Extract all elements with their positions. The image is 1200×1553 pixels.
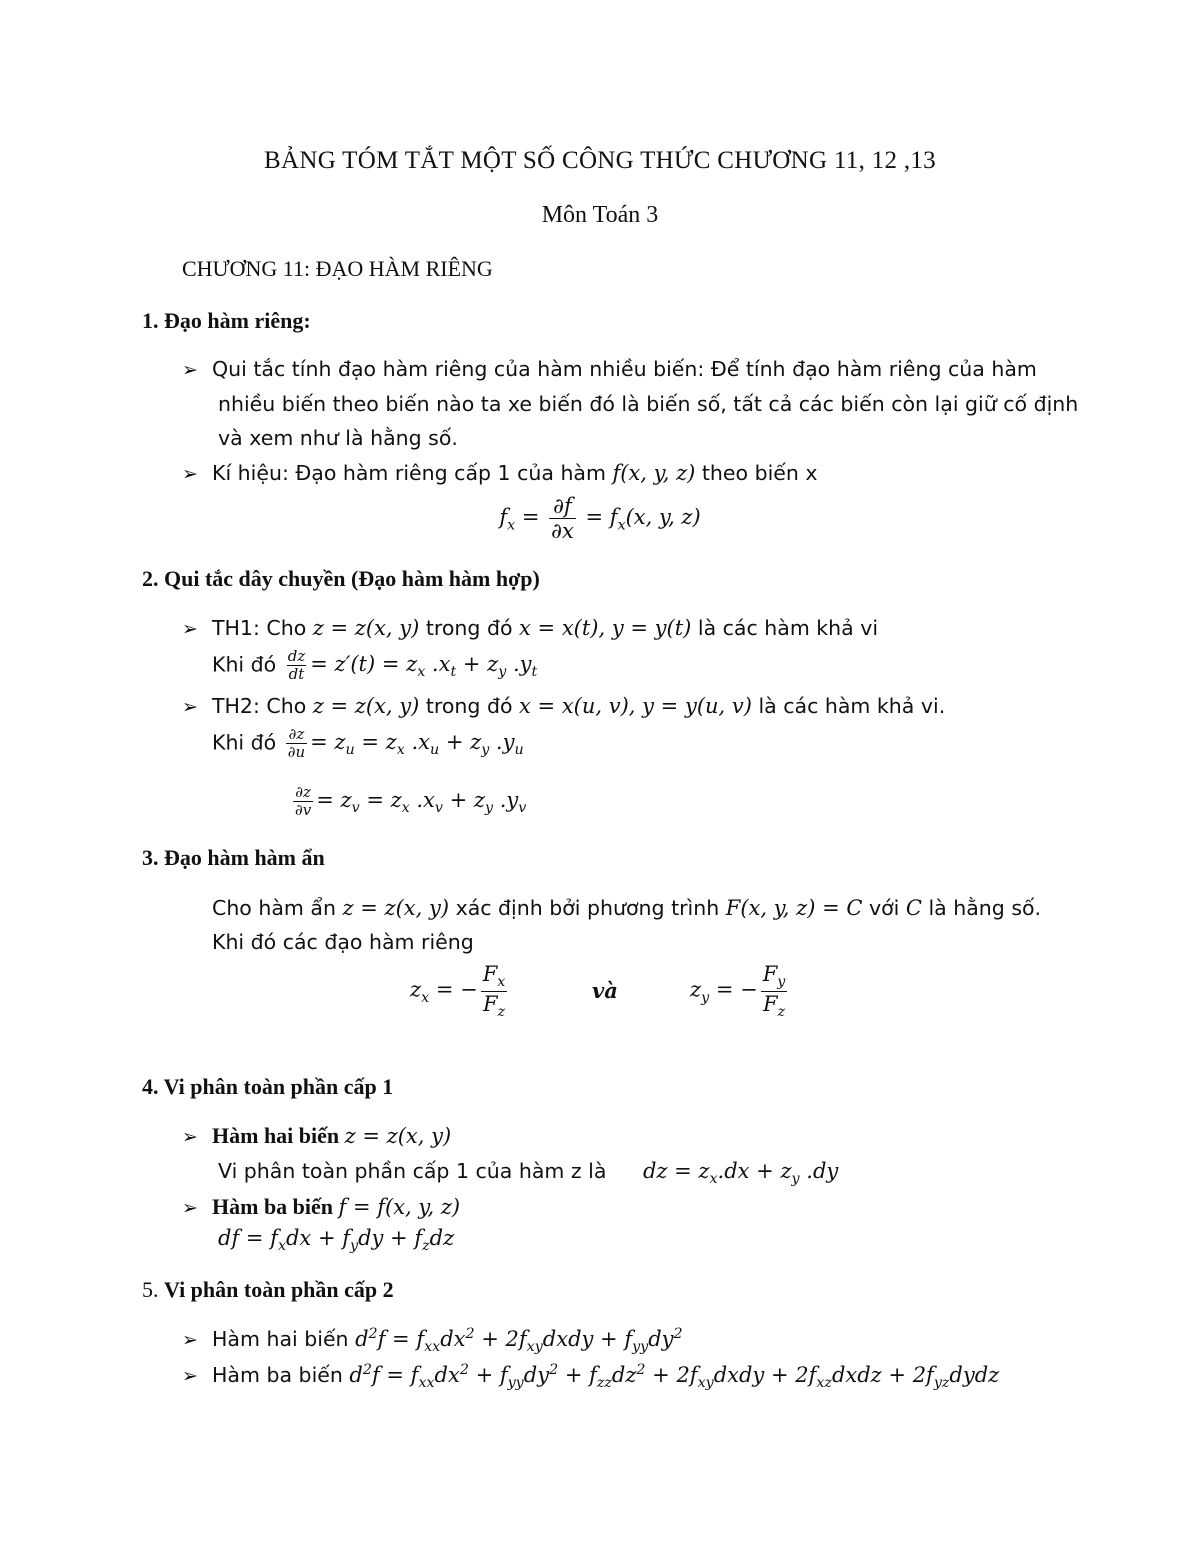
and-word: và — [592, 978, 618, 1003]
section-1-line-2: nhiều biến theo biến nào ta xe biến đó là biến số, tất cả các biến còn lại giữ cố định — [218, 392, 1079, 416]
th2-formula-v: $\frac{\partial z}{\partial v}$ = $z_v = z_x$ $.x_v + z_y$ $.y_v$ — [295, 783, 527, 820]
arrow-bullet-icon: ➢ — [182, 463, 198, 485]
page-subtitle: Môn Toán 3 — [541, 202, 659, 228]
section-1-line-1: ➢ Qui tắc tính đạo hàm riêng của hàm nhiều biến: Để tính đạo hàm riêng của hàm — [182, 357, 1037, 381]
implicit-line-1: Cho hàm ẩn z = z(x, y) xác định bởi phương trình F(x, y, z) = C với C là hằng số. — [212, 896, 1042, 920]
second-diff-two-var-formula: $d^2f = f_{xx}dx^2$ + $2f_{xy}dxdy + f_{yy}dy^2$ — [355, 1326, 683, 1356]
th2-line: ➢ TH2: Cho z = z(x, y) trong đó x = x(u, v), y = y(u, v) là các hàm khả vi. — [182, 694, 946, 718]
section-4-heading: 4. Vi phân toàn phần cấp 1 — [142, 1074, 394, 1099]
arrow-bullet-icon: ➢ — [182, 359, 198, 381]
zy-formula: $z_y$ = − $\frac{F_y}{F_z}$ — [690, 962, 786, 1020]
section-1-heading — [142, 308, 311, 334]
section-3-heading: 3. Đạo hàm hàm ẩn — [142, 845, 325, 870]
th1-line: ➢ TH1: Cho z = z(x, y) trong đó x = x(t), y = y(t) là các hàm khả vi — [182, 616, 879, 640]
arrow-bullet-icon: ➢ — [182, 1126, 198, 1148]
section-1-line-3: và xem như là hằng số. — [218, 426, 458, 450]
th1-formula: Khi đó $\frac{dz}{dt}$ = $z'(t) = z_x$ $.x_t + z_y$ $.y_t$ — [212, 647, 538, 684]
total-diff-three-var: ➢ Hàm ba biến f = f(x, y, z) — [182, 1194, 461, 1219]
partial-derivative-formula: $f_x$ = $\frac{\partial f}{\partial x}$ = $f_x(x$, y, z) — [499, 494, 701, 544]
page-title: BẢNG TÓM TẮT MỘT SỐ CÔNG THỨC CHƯƠNG 11, 12 ,13 — [264, 147, 936, 174]
total-diff-two-var-line: Vi phân toàn phần cấp 1 của hàm z là dz = $z_x.dx + z_y$ .dy — [218, 1159, 839, 1188]
arrow-bullet-icon: ➢ — [182, 618, 198, 640]
arrow-bullet-icon: ➢ — [182, 1329, 198, 1351]
arrow-bullet-icon: ➢ — [182, 696, 198, 718]
second-diff-three-var-formula: $d^2f = f_{xx}dx^2 + f_{yy}dy^2 + f_{zz}dz^2$ + $2f_{xy}dxdy$ + $2f_{xz}dxdz$ + $2f_{yz}dydz$ — [349, 1362, 1000, 1392]
th2-formula-u: Khi đó $\frac{\partial z}{\partial u}$ = $z_u = z_x$ $.x_u + z_y$ $.y_u$ — [212, 725, 524, 762]
chapter-heading: CHƯƠNG 11: ĐẠO HÀM RIÊNG — [182, 256, 493, 281]
section-5-heading: 5. Vi phân toàn phần cấp 2 — [142, 1277, 394, 1302]
zx-formula: $z_x$ = − $\frac{F_x}{F_z}$ — [410, 962, 506, 1020]
total-diff-two-var: ➢ Hàm hai biến z = z(x, y) — [182, 1123, 452, 1148]
section-1-line-4: ➢ Kí hiệu: Đạo hàm riêng cấp 1 của hàm f(x, y, z) theo biến x — [182, 461, 818, 485]
total-diff-three-var-formula: df = $f_xdx + f_ydy + f_zdz$ — [218, 1226, 455, 1255]
section-number: 1. — [142, 308, 159, 333]
section-title: Đạo hàm riêng: — [164, 308, 311, 333]
second-diff-three-var: ➢ Hàm ba biến $d^2f = f_{xx}dx^2 + f_{yy}dy^2 + f_{zz}dz^2$ + $2f_{xy}dxdy$ + $2f_{xz}dxdz$ + $2f_{yz}dydz$ — [182, 1362, 1000, 1392]
implicit-line-2: Khi đó các đạo hàm riêng — [212, 930, 474, 954]
arrow-bullet-icon: ➢ — [182, 1197, 198, 1219]
section-2-heading: 2. Qui tắc dây chuyền (Đạo hàm hàm hợp) — [142, 566, 540, 591]
second-diff-two-var: ➢ Hàm hai biến $d^2f = f_{xx}dx^2$ + $2f_{xy}dxdy + f_{yy}dy^2$ — [182, 1326, 683, 1356]
arrow-bullet-icon: ➢ — [182, 1365, 198, 1387]
